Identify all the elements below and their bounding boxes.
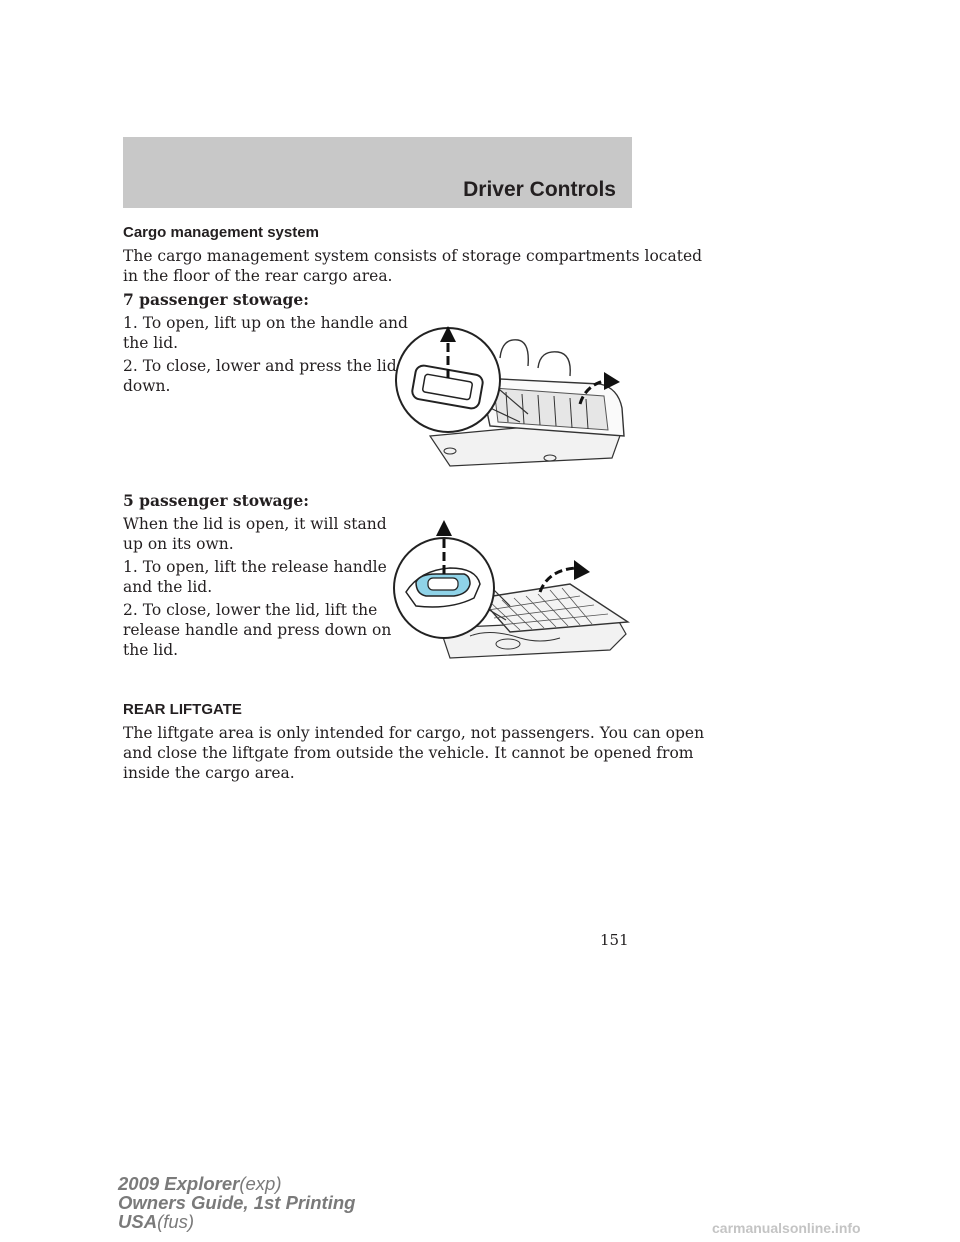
liftgate-line: and close the liftgate from outside the vehicle. It cannot be opened from	[123, 744, 694, 762]
seven-passenger-heading: 7 passenger stowage:	[123, 290, 309, 309]
footer-market-code: (fus)	[157, 1211, 195, 1232]
liftgate-heading: REAR LIFTGATE	[123, 701, 242, 718]
footer-model-code: (exp)	[239, 1173, 282, 1194]
liftgate-paragraph	[123, 723, 704, 783]
five-step-2-line: the lid.	[123, 641, 179, 659]
liftgate-line: inside the cargo area.	[123, 764, 295, 782]
cargo-heading: Cargo management system	[123, 224, 319, 241]
seven-step-1	[123, 313, 408, 353]
page-number: 151	[600, 931, 629, 949]
seven-step-2-line: down.	[123, 377, 171, 395]
cargo-intro-line: The cargo management system consists of storage compartments located	[123, 247, 703, 265]
five-step-2	[123, 600, 391, 660]
five-step-2-line: release handle and press down on	[123, 621, 392, 639]
five-step-1-line: 1. To open, lift the release handle	[123, 558, 387, 576]
footer-market: USA	[118, 1211, 158, 1232]
cargo-intro	[123, 246, 702, 286]
footer	[118, 1174, 355, 1231]
seven-step-1-line: 1. To open, lift up on the handle and	[123, 314, 408, 332]
watermark: carmanualsonline.info	[712, 1220, 861, 1236]
liftgate-line: The liftgate area is only intended for cargo, not passengers. You can open	[123, 724, 705, 742]
five-step-1	[123, 557, 387, 597]
five-note-line: up on its own.	[123, 535, 234, 553]
cargo-intro-line: in the floor of the rear cargo area.	[123, 267, 393, 285]
header-band	[123, 137, 632, 208]
seven-step-2	[123, 356, 397, 396]
footer-guide: Owners Guide, 1st Printing	[118, 1192, 356, 1213]
seven-step-1-line: the lid.	[123, 334, 179, 352]
seven-step-2-line: 2. To close, lower and press the lid	[123, 357, 397, 375]
section-title: Driver Controls	[463, 178, 616, 201]
five-step-2-line: 2. To close, lower the lid, lift the	[123, 601, 378, 619]
five-passenger-stowage-illustration	[390, 510, 630, 662]
five-note	[123, 514, 387, 554]
footer-model: 2009 Explorer	[118, 1173, 240, 1194]
seven-passenger-stowage-illustration	[390, 318, 630, 470]
five-note-line: When the lid is open, it will stand	[123, 515, 387, 533]
five-passenger-heading: 5 passenger stowage:	[123, 491, 309, 510]
five-step-1-line: and the lid.	[123, 578, 213, 596]
